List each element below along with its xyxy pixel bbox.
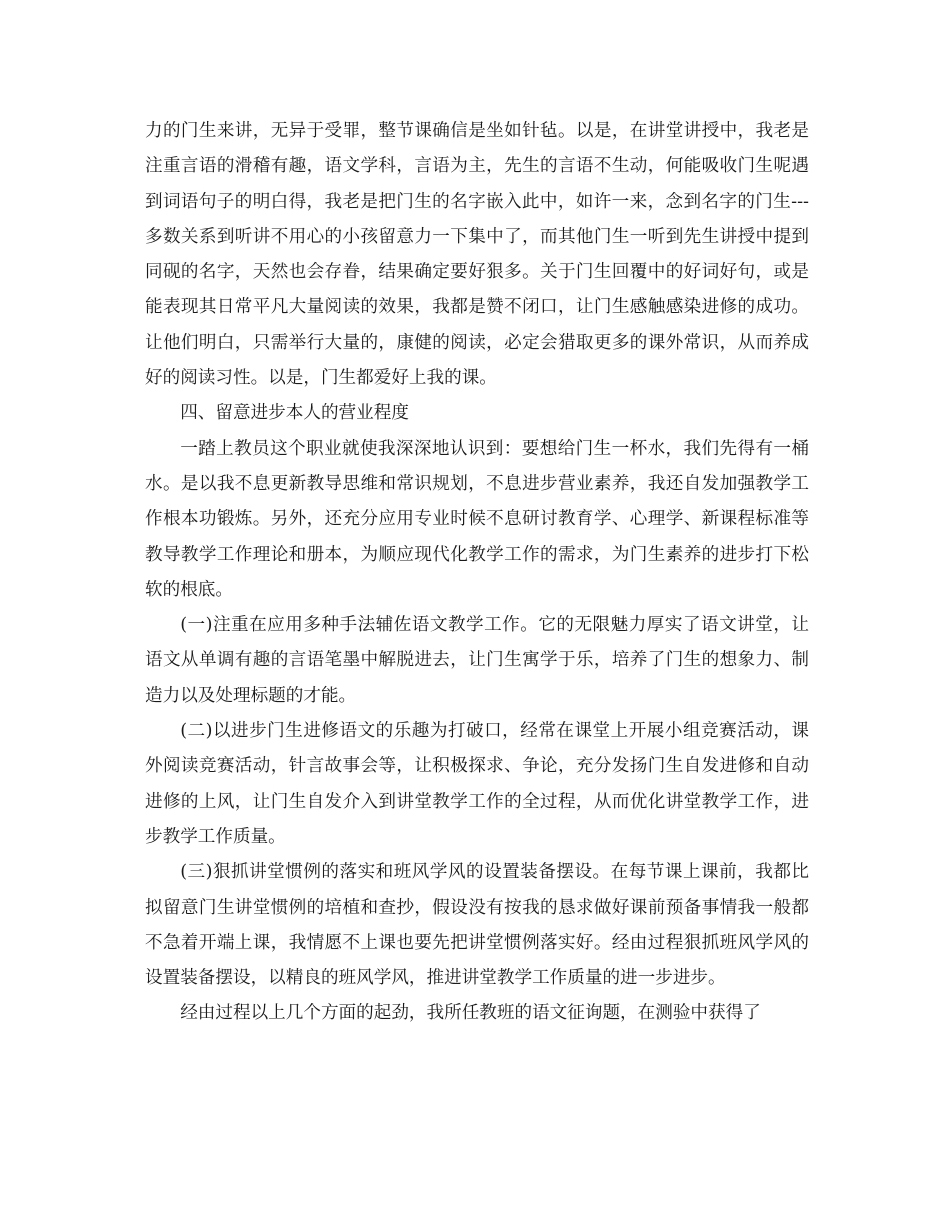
paragraph: 经由过程以上几个方面的起劲，我所任教班的语文征询题，在测验中获得了 bbox=[180, 1003, 761, 1024]
paragraph: (三)狠抓讲堂惯例的落实和班风学风的设置装备摆设。在每节课上课前，我都比拟留意门生讲堂惯例的培植和查抄，假设没有按我的恳求做好课前预备事情我一般都不急着开端上课，我情愿不上课也要先把讲堂惯例落实好。经由过程狠抓班风学风的设置装备摆设，以精良的班风学风，推进讲堂教学工作质量的进一步进步。 bbox=[145, 862, 809, 989]
paragraph: (一)注重在应用多种手法辅佐语文教学工作。它的无限魅力厚实了语文讲堂，让语文从单调有趣的言语笔墨中解脱进去，让门生寓学于乐，培养了门生的想象力、制造力以及处理标题的才能。 bbox=[145, 615, 809, 706]
section-heading: 四、留意进步本人的营业程度 bbox=[180, 403, 409, 424]
paragraph: 一踏上教员这个职业就使我深深地认识到：要想给门生一杯水，我们先得有一桶水。是以我不息更新教导思维和常识规划，不息进步营业素养，我还自发加强教学工作根本功锻炼。另外，还充分应用专业时候不息研讨教育学、心理学、新课程标准等教导教学工作理论和册本，为顺应现代化教学工作的需求，为门生素养的进步打下松软的根底。 bbox=[145, 438, 809, 600]
document-body bbox=[145, 114, 809, 1032]
paragraph: (二)以进步门生进修语文的乐趣为打破口，经常在课堂上开展小组竞赛活动，课外阅读竞赛活动，针言故事会等，让积极探求、争论，充分发扬门生自发进修和自动进修的上风，让门生自发介入到讲堂教学工作的全过程，从而优化讲堂教学工作，进步教学工作质量。 bbox=[145, 721, 809, 847]
paragraph-continuation: 力的门生来讲，无异于受罪，整节课确信是坐如针毡。以是，在讲堂讲授中，我老是注重言语的滑稽有趣，语文学科，言语为主，先生的言语不生动，何能吸收门生呢遇到词语句子的明白得，我老是把门生的名字嵌入此中，如许一来，念到名字的门生---多数关系到听讲不用心的小孩留意力一下集中了，而其他门生一听到先生讲授中提到同砚的名字，天然也会存眷，结果确定要好狠多。关于门生回覆中的好词好句，或是能表现其日常平凡大量阅读的效果，我都是赞不闭口，让门生感触感染进修的成功。让他们明白，只需举行大量的，康健的阅读，必定会猎取更多的课外常识，从而养成好的阅读习性。以是，门生都爱好上我的课。 bbox=[145, 121, 809, 389]
